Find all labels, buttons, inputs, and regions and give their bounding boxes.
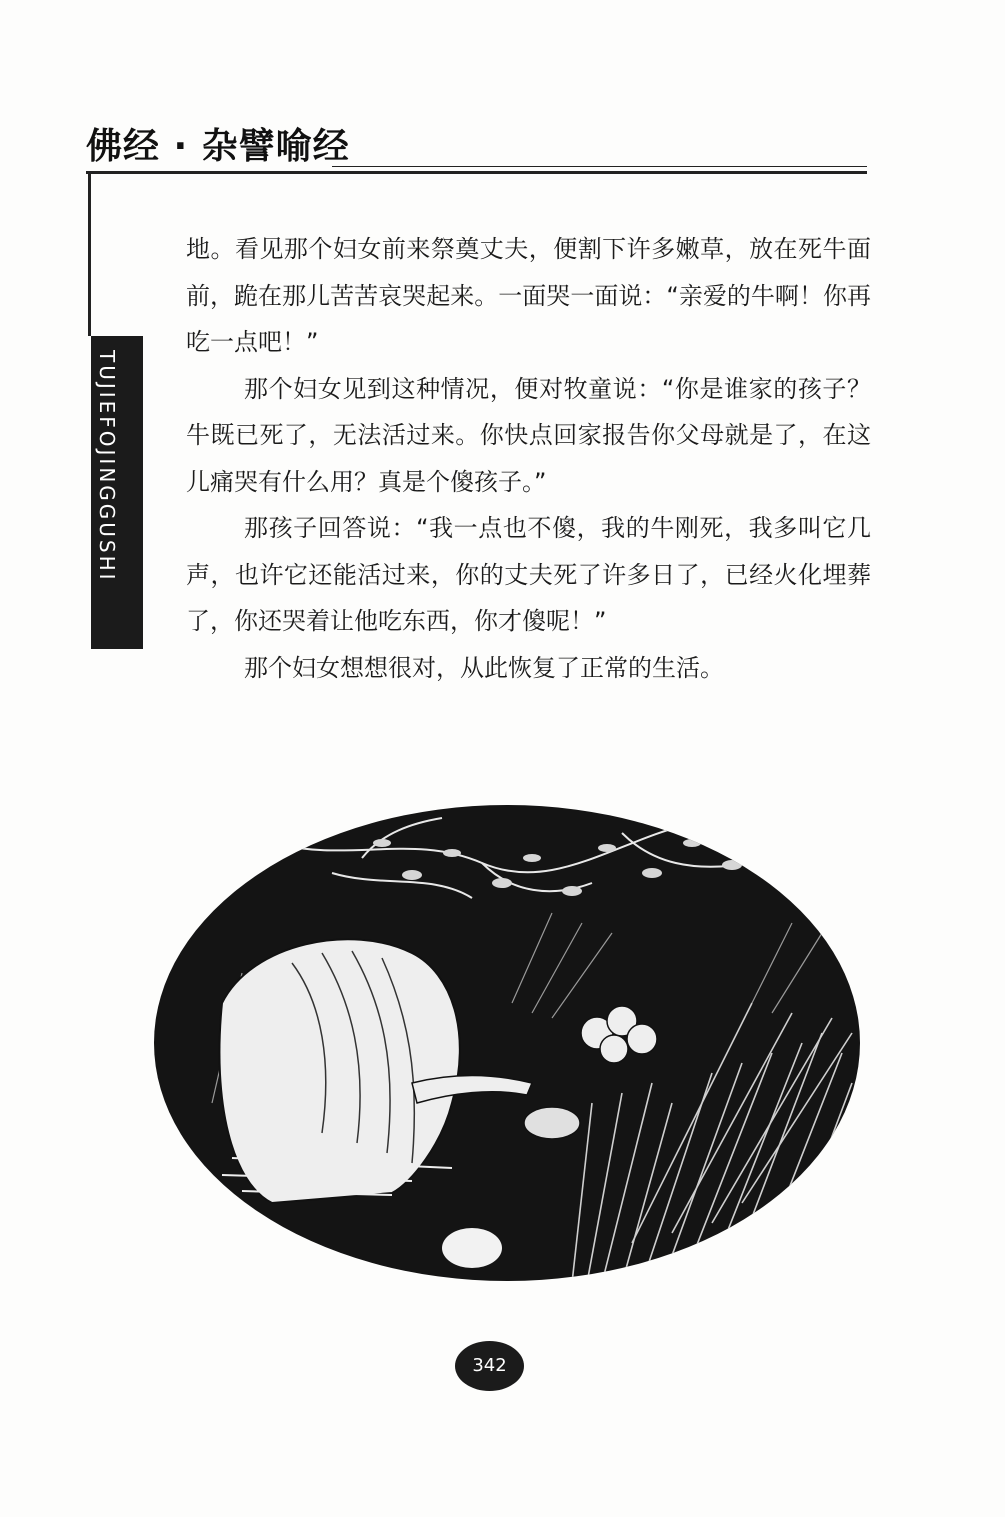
header-rule-thin	[332, 166, 867, 167]
ground-stone	[442, 1228, 502, 1268]
book-title: 佛经 · 杂譬喻经	[86, 126, 350, 167]
page-number: 342	[472, 1355, 507, 1376]
side-tab-text: TUJIEFOJINGGUSHI	[95, 350, 119, 583]
paragraph-2: 那个妇女见到这种情况，便对牧童说：“你是谁家的孩子？牛既已死了，无法活过来。你快点回家报告你父母就是了，在这儿痛哭有什么用？真是个傻孩子。”	[186, 374, 871, 496]
paragraph-3: 那孩子回答说：“我一点也不傻，我的牛刚死，我多叫它几声，也许它还能活过来，你的丈夫死了许多日了，已经火化埋葬了，你还哭着让他吃东西，你才傻呢！”	[186, 514, 871, 635]
side-tab	[91, 336, 143, 649]
body-text	[186, 226, 871, 691]
paragraph-1: 地。看见那个妇女前来祭奠丈夫，便割下许多嫩草，放在死牛面前，跪在那儿苦苦哀哭起来。一面哭一面说：“亲爱的牛啊！你再吃一点吧！”	[186, 235, 871, 356]
paragraph-4: 那个妇女想想很对，从此恢复了正常的生活。	[244, 653, 724, 682]
header-rule-thick	[86, 171, 867, 174]
page-number-badge	[455, 1341, 524, 1391]
side-rule	[88, 171, 91, 336]
woodcut-illustration	[152, 803, 862, 1283]
